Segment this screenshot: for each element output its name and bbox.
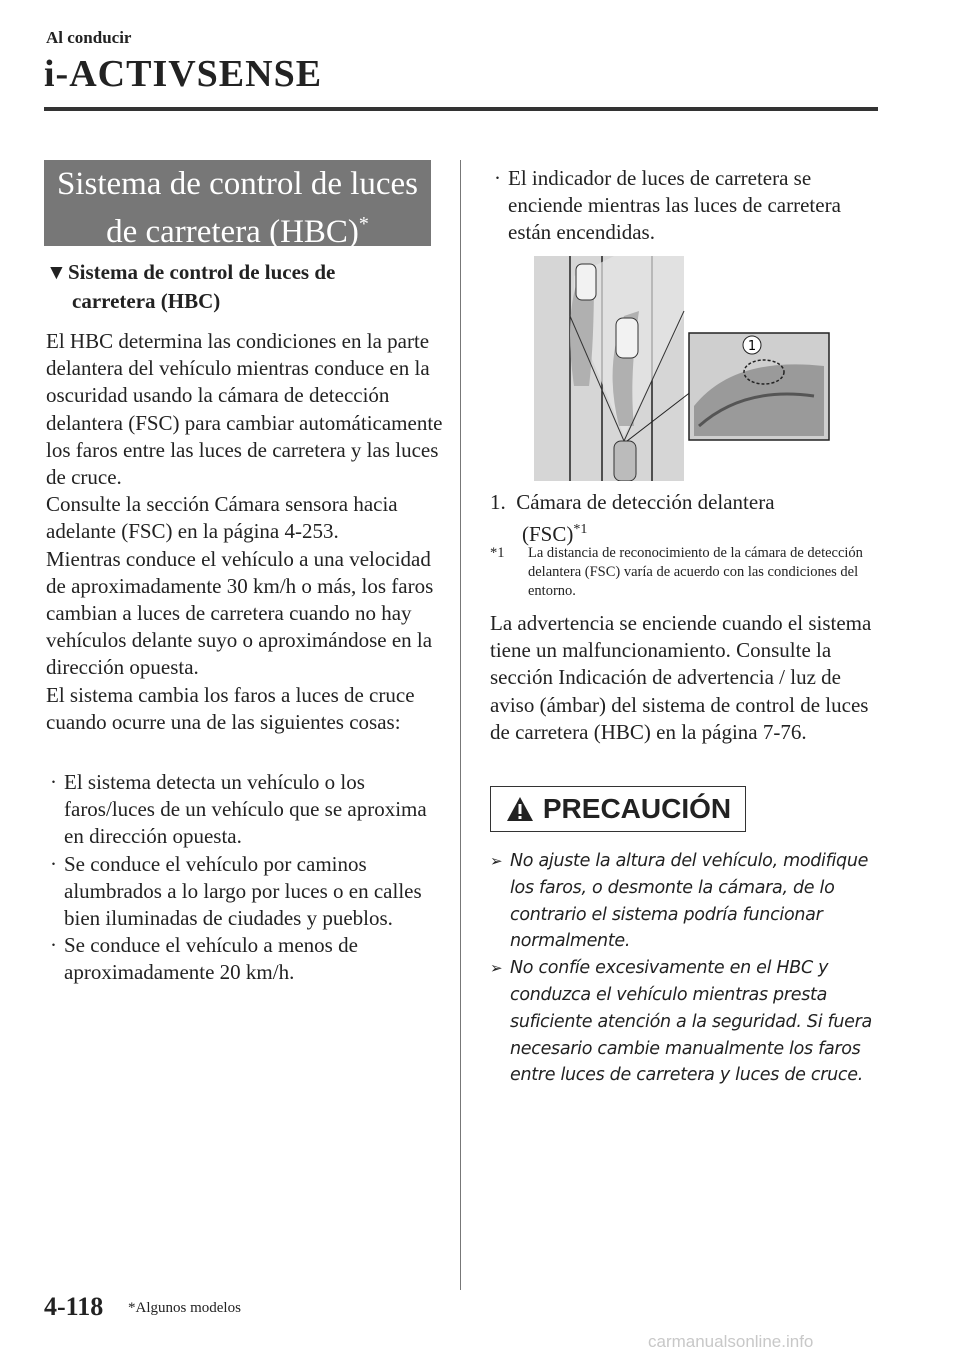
asterisk-mark: *	[358, 213, 369, 235]
header-rule	[44, 107, 878, 111]
callout-number: 1	[747, 339, 757, 354]
section-title-line1: Sistema de control de luces	[56, 166, 419, 202]
caution-item	[490, 848, 886, 955]
section-label: Al conducir	[46, 28, 132, 47]
paragraph: El HBC determina las condiciones en la parte delantera del vehículo mientras conduce en la oscuridad usando la cámara de detección delantera (FSC) para cambiar automáticamente los faros entre las luces de carretera y las luces de cruce.	[46, 329, 443, 490]
bullet-dot-icon: ·	[50, 933, 57, 958]
section-title-line2	[44, 204, 431, 252]
subheading	[46, 258, 446, 316]
caution-label: PRECAUCIÓN	[542, 793, 732, 824]
warning-triangle-icon	[505, 795, 535, 823]
footer-note: *Algunos modelos	[128, 1300, 241, 1316]
caption-text: Cámara de detección delantera	[516, 490, 775, 514]
list-item	[46, 769, 446, 851]
list-item-text: El sistema detecta un vehículo o los faros/luces de un vehículo que se aproxima en dirección opuesta.	[64, 770, 427, 849]
triangle-down-icon: ▼	[46, 260, 67, 284]
arrow-right-icon: ➢	[490, 852, 503, 870]
figure-caption	[490, 488, 880, 548]
caution-header	[490, 786, 746, 832]
footnote	[490, 544, 880, 601]
caution-item	[490, 955, 886, 1089]
indicator-bullet-text: El indicador de luces de carretera se enciende mientras las luces de carretera están encendidas.	[508, 166, 841, 245]
left-body-text	[46, 328, 446, 736]
column-divider	[460, 160, 461, 1290]
watermark: carmanualsonline.info	[648, 1332, 814, 1351]
caution-item-text: No ajuste la altura del vehículo, modifique los faros, o desmonte la cámara, de lo contrario el sistema podría funcionar normalmente.	[510, 851, 869, 952]
paragraph: Mientras conduce el vehículo a una velocidad de aproximadamente 30 km/h o más, los faros cambian a luces de carretera cuando no hay vehículos delante suyo o aproximándose en la dirección opuesta.	[46, 546, 434, 680]
subheading-line2: carretera (HBC)	[72, 289, 221, 313]
list-item-text: Se conduce el vehículo a menos de aproximadamente 20 km/h.	[64, 933, 358, 985]
hbc-camera-illustration	[534, 256, 838, 481]
indicator-bullet	[490, 165, 880, 247]
caution-list	[490, 848, 886, 1089]
paragraph: El sistema cambia los faros a luces de cruce cuando ocurre una de las siguientes cosas:	[46, 682, 415, 734]
paragraph: Consulte la sección Cámara sensora hacia adelante (FSC) en la página 4-253.	[46, 492, 398, 544]
caution-item-text: No confíe excesivamente en el HBC y conduzca el vehículo mientras presta suficiente atención a la seguridad. Si fuera necesario cambie manualmente los faros entre luces de carretera y luces de cruce.	[510, 958, 872, 1086]
subheading-line1: Sistema de control de luces de	[68, 260, 336, 284]
bullet-dot-icon: ·	[494, 166, 501, 190]
caption-line1	[490, 488, 880, 516]
caption-number: 1.	[490, 490, 506, 514]
chapter-title: i-ACTIVSENSE	[44, 53, 323, 95]
section-title-line2-text: de carretera (HBC)	[106, 214, 359, 250]
bullet-dot-icon: ·	[50, 770, 57, 794]
section-title-box	[44, 160, 431, 250]
list-item	[46, 932, 446, 986]
warning-paragraph: La advertencia se enciende cuando el sistema tiene un malfuncionamiento. Consulte la sección Indicación de advertencia / luz de aviso (ámbar) del sistema de control de luces de carretera (HBC) en la página 7-76.	[490, 611, 872, 744]
left-bullet-list	[46, 769, 446, 987]
page-number: 4-118	[44, 1292, 104, 1321]
footnote-ref: *1	[573, 522, 588, 537]
caption-text-2: (FSC)	[522, 522, 574, 546]
list-item-text: Se conduce el vehículo por caminos alumbrados a lo largo por luces o en calles bien iluminadas de ciudades y pueblos.	[64, 851, 422, 931]
arrow-right-icon: ➢	[490, 959, 503, 978]
footnote-text: La distancia de reconocimiento de la cámara de detección delantera (FSC) varía de acuerdo con las condiciones del entorno.	[528, 545, 863, 599]
footnote-mark: *1	[490, 545, 505, 561]
bullet-dot-icon: ·	[50, 851, 57, 876]
list-item	[46, 851, 446, 933]
